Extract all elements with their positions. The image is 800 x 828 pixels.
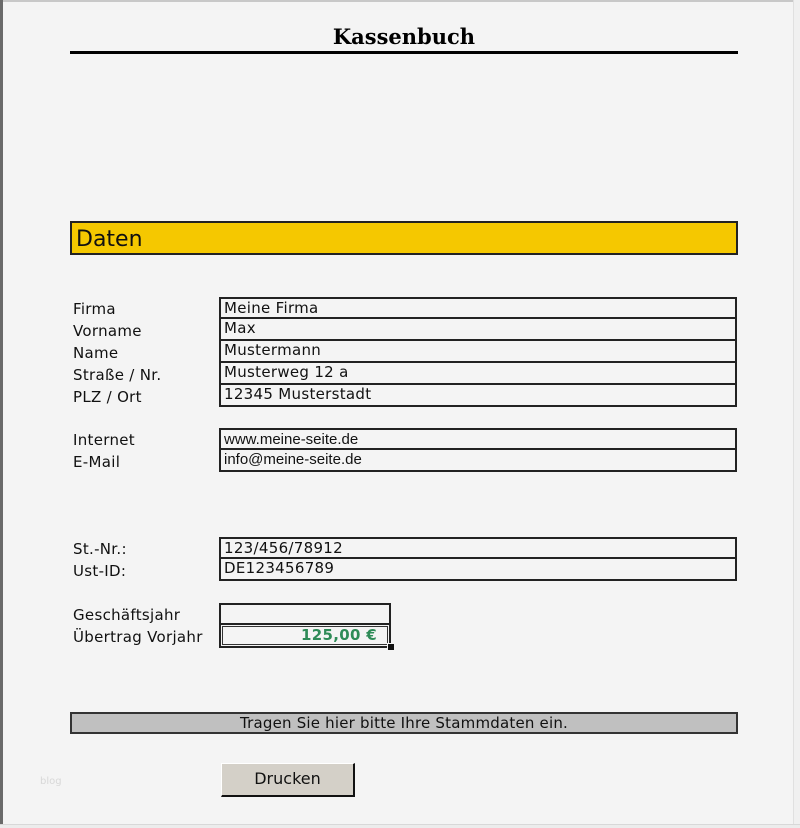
uebertrag-vorjahr-field[interactable]: 125,00 € — [219, 623, 391, 648]
label-strasse: Straße / Nr. — [73, 366, 162, 384]
title-underline — [70, 51, 738, 54]
plz-ort-field[interactable]: 12345 Musterstadt — [219, 385, 737, 407]
label-firma: Firma — [73, 300, 116, 318]
window-top-border — [0, 0, 800, 2]
label-email: E-Mail — [73, 453, 121, 471]
vorname-field[interactable]: Max — [219, 319, 737, 341]
print-button[interactable]: Drucken — [221, 763, 355, 797]
label-steuernummer: St.-Nr.: — [73, 540, 127, 558]
label-uebertrag-vorjahr: Übertrag Vorjahr — [73, 628, 203, 646]
info-bar: Tragen Sie hier bitte Ihre Stammdaten ein. — [70, 712, 738, 734]
section-header-daten: Daten — [70, 221, 738, 255]
firma-field[interactable]: Meine Firma — [219, 297, 737, 319]
strasse-field[interactable]: Musterweg 12 a — [219, 363, 737, 385]
page-title: Kassenbuch — [332, 24, 476, 49]
email-field[interactable]: info@meine-seite.de — [219, 450, 737, 472]
label-internet: Internet — [73, 431, 135, 449]
name-field[interactable]: Mustermann — [219, 341, 737, 363]
label-vorname: Vorname — [73, 322, 142, 340]
label-plz-ort: PLZ / Ort — [73, 388, 142, 406]
fill-handle[interactable] — [387, 643, 395, 651]
label-name: Name — [73, 344, 119, 362]
window-bottom-border — [0, 824, 800, 828]
watermark-text: blog — [40, 776, 62, 787]
label-ust-id: Ust-ID: — [73, 562, 127, 580]
window-right-border — [793, 0, 800, 828]
internet-field[interactable]: www.meine-seite.de — [219, 428, 737, 450]
steuernummer-field[interactable]: 123/456/78912 — [219, 537, 737, 559]
ust-id-field[interactable]: DE123456789 — [219, 559, 737, 581]
window-left-border — [0, 0, 3, 828]
label-geschaeftsjahr: Geschäftsjahr — [73, 606, 181, 624]
geschaeftsjahr-field[interactable] — [219, 603, 391, 625]
